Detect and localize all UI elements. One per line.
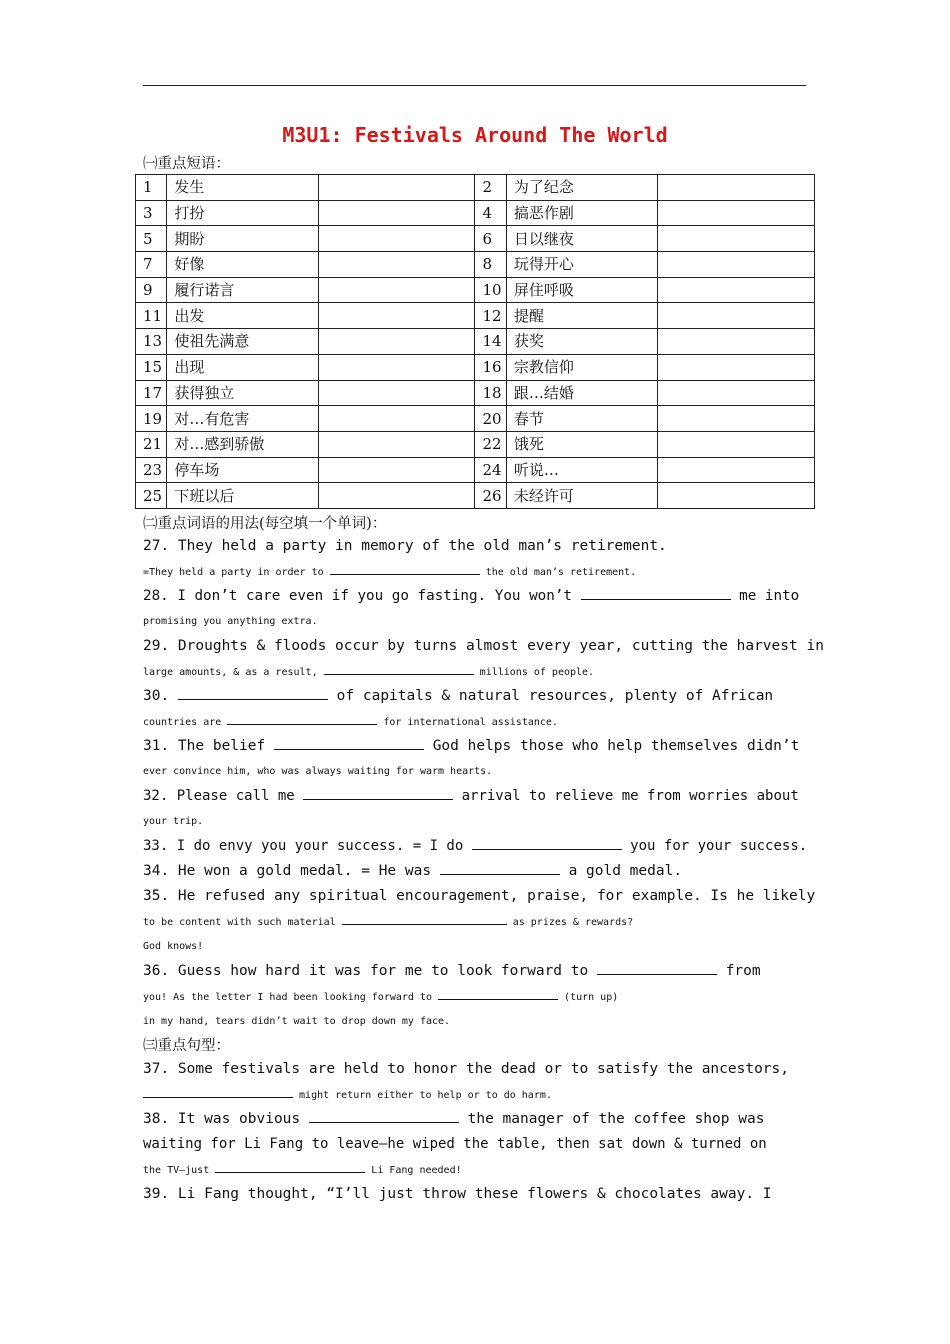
phrase-answer-cell[interactable]	[658, 226, 815, 252]
answer-blank[interactable]	[215, 1157, 365, 1173]
phrase-number: 3	[136, 200, 167, 226]
phrase-chinese: 使祖先满意	[167, 329, 318, 355]
phrase-answer-cell[interactable]	[318, 483, 475, 509]
answer-blank[interactable]	[597, 959, 717, 975]
phrase-chinese: 出现	[167, 354, 318, 380]
phrase-row	[136, 483, 815, 509]
phrase-answer-cell[interactable]	[318, 303, 475, 329]
phrase-row	[136, 354, 815, 380]
question-39-line-1: 39. Li Fang thought, “I’ll just throw these flowers & chocolates away. I	[143, 1186, 772, 1202]
phrase-chinese: 跟…结婚	[506, 380, 657, 406]
question-28-line-2: promising you anything extra.	[143, 616, 318, 627]
phrase-number: 13	[136, 329, 167, 355]
phrase-row	[136, 303, 815, 329]
question-27-line-2: =They held a party in order to the old man’s retirement.	[143, 559, 806, 585]
phrase-chinese: 玩得开心	[506, 252, 657, 278]
phrase-row	[136, 252, 815, 278]
phrase-number: 21	[136, 431, 167, 457]
phrase-chinese: 宗教信仰	[506, 354, 657, 380]
top-rule	[143, 85, 806, 86]
section-heading-phrases: ㈠重点短语：	[143, 156, 230, 172]
phrase-chinese: 搞恶作剧	[506, 200, 657, 226]
phrase-number: 9	[136, 277, 167, 303]
question-29-line-1: 29. Droughts & floods occur by turns almost every year, cutting the harvest in	[143, 638, 824, 654]
phrase-answer-cell[interactable]	[318, 329, 475, 355]
phrase-chinese: 获奖	[506, 329, 657, 355]
phrase-answer-cell[interactable]	[318, 406, 475, 432]
phrase-chinese: 饿死	[506, 431, 657, 457]
phrase-number: 24	[475, 457, 506, 483]
question-32-line-2: your trip.	[143, 816, 204, 827]
phrase-answer-cell[interactable]	[658, 277, 815, 303]
phrase-chinese: 提醒	[506, 303, 657, 329]
phrase-number: 22	[475, 431, 506, 457]
phrase-number: 11	[136, 303, 167, 329]
phrase-chinese: 好像	[167, 252, 318, 278]
phrase-answer-cell[interactable]	[658, 303, 815, 329]
phrase-number: 2	[475, 175, 506, 201]
question-31-line-2: ever convince him, who was always waiting for warm hearts.	[143, 766, 493, 777]
answer-blank[interactable]	[227, 709, 377, 725]
phrase-row	[136, 406, 815, 432]
section-heading-usage: ㈡重点词语的用法(每空填一个单词)：	[143, 516, 387, 532]
section-heading-sentences: ㈢重点句型：	[143, 1038, 230, 1054]
phrase-chinese: 春节	[506, 406, 657, 432]
answer-blank[interactable]	[303, 784, 453, 800]
phrase-chinese: 期盼	[167, 226, 318, 252]
phrase-row	[136, 329, 815, 355]
answer-blank[interactable]	[309, 1107, 459, 1123]
phrase-row	[136, 431, 815, 457]
phrase-number: 26	[475, 483, 506, 509]
phrase-answer-cell[interactable]	[318, 354, 475, 380]
phrase-chinese: 下班以后	[167, 483, 318, 509]
phrase-answer-cell[interactable]	[318, 431, 475, 457]
question-35-line-1: 35. He refused any spiritual encouragement, praise, for example. Is he likely	[143, 888, 816, 904]
question-32-line-1: 32. Please call me arrival to relieve me from worries about	[143, 784, 806, 809]
phrase-row	[136, 457, 815, 483]
phrase-chinese: 日以继夜	[506, 226, 657, 252]
question-37-line-1: 37. Some festivals are held to honor the dead or to satisfy the ancestors,	[143, 1061, 790, 1077]
phrase-chinese: 发生	[167, 175, 318, 201]
phrase-answer-cell[interactable]	[658, 200, 815, 226]
question-34-line-1: 34. He won a gold medal. = He was a gold medal.	[143, 859, 806, 884]
phrase-row	[136, 226, 815, 252]
answer-blank[interactable]	[143, 1082, 293, 1098]
phrase-answer-cell[interactable]	[318, 200, 475, 226]
page-title: M3U1: Festivals Around The World	[282, 123, 668, 147]
phrase-chinese: 对…有危害	[167, 406, 318, 432]
phrase-answer-cell[interactable]	[658, 354, 815, 380]
answer-blank[interactable]	[274, 734, 424, 750]
phrase-answer-cell[interactable]	[658, 329, 815, 355]
phrase-answer-cell[interactable]	[658, 406, 815, 432]
question-30-line-1: 30. of capitals & natural resources, plenty of African	[143, 684, 806, 709]
phrase-number: 5	[136, 226, 167, 252]
phrase-chinese: 对…感到骄傲	[167, 431, 318, 457]
answer-blank[interactable]	[178, 684, 328, 700]
phrase-answer-cell[interactable]	[318, 252, 475, 278]
phrase-chinese: 屏住呼吸	[506, 277, 657, 303]
phrase-number: 6	[475, 226, 506, 252]
answer-blank[interactable]	[330, 559, 480, 575]
question-37-line-2: might return either to help or to do harm.	[143, 1082, 806, 1108]
phrase-number: 25	[136, 483, 167, 509]
phrase-number: 16	[475, 354, 506, 380]
phrase-number: 20	[475, 406, 506, 432]
question-31-line-1: 31. The belief God helps those who help themselves didn’t	[143, 734, 806, 759]
phrase-number: 15	[136, 354, 167, 380]
question-36-line-1: 36. Guess how hard it was for me to look forward to from	[143, 959, 806, 984]
question-33-line-1: 33. I do envy you your success. = I do you for your success.	[143, 834, 806, 859]
answer-blank[interactable]	[342, 909, 507, 925]
question-30-line-2: countries are for international assistance.	[143, 709, 806, 735]
phrase-chinese: 出发	[167, 303, 318, 329]
answer-blank[interactable]	[472, 834, 622, 850]
question-35-line-2: to be content with such material as prizes & rewards?	[143, 909, 806, 935]
phrase-number: 10	[475, 277, 506, 303]
phrase-chinese: 为了纪念	[506, 175, 657, 201]
question-27-line-1: 27. They held a party in memory of the old man’s retirement.	[143, 538, 667, 554]
question-36-line-3: in my hand, tears didn’t wait to drop down my face.	[143, 1016, 451, 1027]
phrase-number: 17	[136, 380, 167, 406]
answer-blank[interactable]	[440, 859, 560, 875]
answer-blank[interactable]	[581, 584, 731, 600]
phrase-chinese: 停车场	[167, 457, 318, 483]
question-28-line-1: 28. I don’t care even if you go fasting. You won’t me into	[143, 584, 806, 609]
phrase-row	[136, 380, 815, 406]
phrase-answer-cell[interactable]	[318, 380, 475, 406]
phrase-number: 4	[475, 200, 506, 226]
phrase-number: 8	[475, 252, 506, 278]
phrase-number: 1	[136, 175, 167, 201]
phrase-number: 7	[136, 252, 167, 278]
phrase-chinese: 获得独立	[167, 380, 318, 406]
phrase-number: 23	[136, 457, 167, 483]
phrase-answer-cell[interactable]	[658, 483, 815, 509]
phrase-answer-cell[interactable]	[658, 252, 815, 278]
phrase-answer-cell[interactable]	[318, 457, 475, 483]
question-36-line-2: you! As the letter I had been looking forward to (turn up)	[143, 984, 806, 1010]
phrase-number: 19	[136, 406, 167, 432]
question-29-line-2: large amounts, & as a result, millions of people.	[143, 659, 806, 685]
question-38-line-1: 38. It was obvious the manager of the coffee shop was	[143, 1107, 806, 1132]
phrase-row	[136, 200, 815, 226]
phrase-answer-cell[interactable]	[318, 277, 475, 303]
phrase-chinese: 履行诺言	[167, 277, 318, 303]
phrase-number: 14	[475, 329, 506, 355]
phrase-answer-cell[interactable]	[658, 380, 815, 406]
phrase-number: 18	[475, 380, 506, 406]
question-38-line-2: waiting for Li Fang to leave—he wiped the table, then sat down & turned on	[143, 1136, 767, 1152]
phrase-table	[135, 174, 815, 509]
phrase-chinese: 打扮	[167, 200, 318, 226]
question-38-line-3: the TV—just Li Fang needed!	[143, 1157, 806, 1183]
phrase-chinese: 听说…	[506, 457, 657, 483]
question-35-line-3: God knows!	[143, 941, 204, 952]
phrase-chinese: 未经许可	[506, 483, 657, 509]
phrase-number: 12	[475, 303, 506, 329]
answer-blank[interactable]	[438, 984, 558, 1000]
answer-blank[interactable]	[324, 659, 474, 675]
phrase-answer-cell[interactable]	[658, 457, 815, 483]
phrase-answer-cell[interactable]	[318, 175, 475, 201]
phrase-answer-cell[interactable]	[318, 226, 475, 252]
phrase-row	[136, 175, 815, 201]
phrase-answer-cell[interactable]	[658, 431, 815, 457]
phrase-row	[136, 277, 815, 303]
phrase-answer-cell[interactable]	[658, 175, 815, 201]
